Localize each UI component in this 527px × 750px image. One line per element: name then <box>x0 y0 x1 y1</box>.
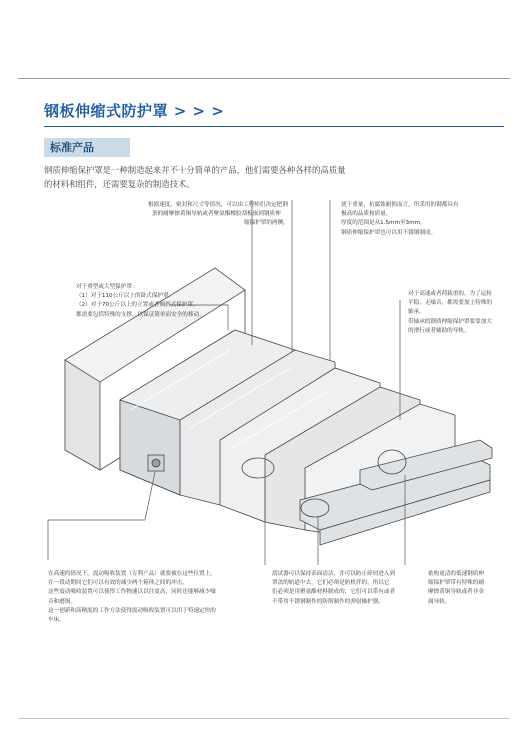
note-material <box>341 201 491 238</box>
note-material-line: 就干重量，抗腐蚀耐损而言，所采用的钢都具有 <box>341 202 459 208</box>
note-seals-line: 条的耐摩擦黄铜导轨或者聚氨酯橡胶刮板嵌到钢质伸 <box>152 211 281 218</box>
section-tag: 标准产品 <box>44 138 130 157</box>
note-seals-line: 根据速度，密封和尺寸等情况，可以由工程师们决定把钢 <box>148 202 288 208</box>
note-wipers-line: 罩盖的轨道中去，它们必须是防机伴的，所以它 <box>272 580 390 587</box>
note-seals-line: 缩保护罩的两侧。 <box>244 220 289 227</box>
note-material-line: 厚度的范围是从1.5mm至3mm， <box>341 220 426 227</box>
note-material-line: 极高的品质和质量。 <box>341 211 392 218</box>
note-bearings-line: 轴承。 <box>408 309 425 316</box>
note-wipers-line: 刮试器可以保持表面清洁，并可以防止碎屑进入到 <box>272 571 396 577</box>
note-bearings-line: 的滑行或者辅助的导轨。 <box>408 327 470 334</box>
bottom-rule <box>18 718 510 719</box>
note-heavy-line: 对于重型或大型保护罩： <box>76 284 138 290</box>
note-bearings-line: 平稳，无噪音，都需要加上特殊的 <box>408 300 492 307</box>
note-seals <box>148 201 296 229</box>
page-title: 钢板伸缩式防护罩 > > > <box>44 102 225 120</box>
note-bearings-line: 带轴承的钢质伸缩保护罩要靠加大 <box>408 318 492 325</box>
note-guides-line: 属导轨。 <box>428 598 451 605</box>
note-shock-absorber <box>48 570 258 625</box>
note-guides-line: 依构更清的低速钢质伸 <box>428 571 484 577</box>
note-heavy-line: 都需要包括特殊的支撑，以保证简单而安全的移动。 <box>76 311 205 318</box>
note-heavy-line: （2）对于70公斤以上的立置或者倾斜式保护罩。 <box>76 302 199 309</box>
note-wipers <box>272 570 412 607</box>
intro-line-2: 的材料和组件，还需要复杂的制造技术。 <box>44 179 195 189</box>
note-shock-line: 这些震动吸收装置可以使得工作物速以以往更高，同时还能够减少噪 <box>48 589 216 596</box>
note-guides <box>428 570 504 607</box>
note-wipers-line: 不带用不锈钢制作的防削制作的弹射操护器。 <box>272 598 384 605</box>
note-bearings <box>408 290 504 336</box>
note-wipers-line: 们必须是用聚氨酯材料制成的，它们可以带有或者 <box>272 589 396 596</box>
note-guides-line: 摩擦黄铜导轨或者非金 <box>428 589 484 596</box>
intro-line-1: 钢质伸缩保护罩是一种制造起来并不十分简单的产品，他们需要各种各样的高质量 <box>44 165 346 175</box>
note-shock-line: 音和磨损。 <box>48 598 76 605</box>
note-shock-line: 车床。 <box>48 617 65 624</box>
note-material-line: 钢质伸缩保护罩也可以用不锈钢制成。 <box>341 229 437 236</box>
note-heavy-line: （1）对于110公斤以上的卧式保护罩。 <box>76 293 175 300</box>
shock-absorber-detail <box>148 455 164 471</box>
note-shock-line: 这一创新和高精度的工作方法使得震动吸收装置可以用于特速定快的 <box>48 607 216 614</box>
note-heavy-covers <box>76 283 246 320</box>
note-shock-line: 在一段动期间它们可以有效的减少两个箱体之间的冲击。 <box>48 580 188 587</box>
note-shock-line: 在高速的情况下，震动吸收装置（专利产品）就要被在这些位置上， <box>48 571 216 577</box>
note-guides-line: 缩保护罩带有特殊的刷 <box>428 580 484 587</box>
note-bearings-line: 对于高速或者荷载重的，为了运转 <box>408 291 492 297</box>
